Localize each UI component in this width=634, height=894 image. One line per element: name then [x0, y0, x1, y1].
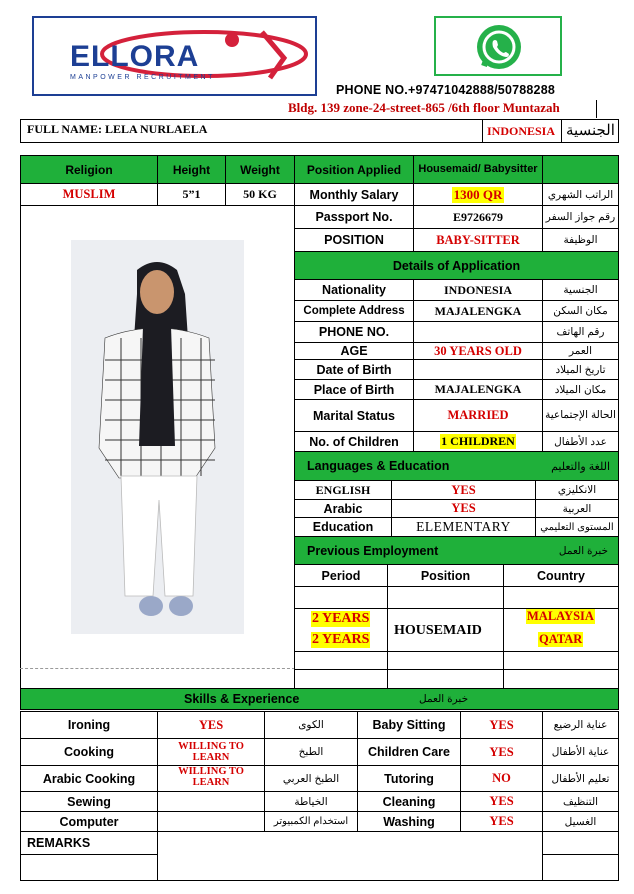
logo-text: ELLORA [70, 40, 200, 73]
salary-value-cell [413, 183, 543, 206]
photo-divider [20, 668, 295, 669]
height-header: Height [157, 155, 226, 184]
name-nationality: INDONESIA [482, 119, 562, 143]
skill-babysitting-value: YES [460, 711, 543, 739]
english-ar: الانكليزي [535, 480, 619, 500]
skill-sewing-value [157, 791, 265, 812]
details-section-title: Details of Application [294, 251, 619, 280]
skill-childrencare-value: YES [460, 738, 543, 766]
marital-label: Marital Status [294, 399, 414, 432]
candidate-photo [71, 240, 244, 634]
children-value-cell [413, 431, 543, 452]
skill-cooking-ar: الطبخ [264, 738, 358, 766]
pob-label: Place of Birth [294, 379, 414, 400]
education-value: ELEMENTARY [391, 517, 536, 537]
emp-period-2: 2 YEARS [312, 632, 370, 647]
english-value: YES [391, 480, 536, 500]
dob-value [413, 359, 543, 380]
skill-washing-label: Washing [357, 811, 461, 832]
salary-label: Monthly Salary [294, 183, 414, 206]
remarks-cell-2 [542, 831, 619, 855]
position-applied-value: Housemaid/ Babysitter [413, 155, 543, 184]
religion-header: Religion [20, 155, 158, 184]
arabic-ar: العربية [535, 499, 619, 518]
remarks-cell-3 [20, 854, 158, 881]
skill-babysitting-ar: عناية الرضيع [542, 711, 619, 739]
languages-title-ar: اللغة والتعليم [551, 460, 610, 473]
religion-value: MUSLIM [20, 183, 158, 206]
remarks-label: REMARKS [20, 831, 158, 855]
pob-value: MAJALENGKA [413, 379, 543, 400]
skill-sewing-label: Sewing [20, 791, 158, 812]
nationality-ar: الجنسية [542, 279, 619, 301]
age-ar: العمر [542, 342, 619, 360]
skill-cleaning-label: Cleaning [357, 791, 461, 812]
emp-blank-period [294, 586, 388, 609]
skill-tutoring-value: NO [460, 765, 543, 792]
address-value: MAJALENGKA [413, 300, 543, 322]
employment-section [294, 536, 619, 565]
phone-ar: رقم الهاتف [542, 321, 619, 343]
weight-header: Weight [225, 155, 295, 184]
skill-childrencare-label: Children Care [357, 738, 461, 766]
emp-blank-row2b [387, 651, 504, 670]
marital-ar: الحالة الإجتماعية [542, 399, 619, 432]
children-ar: عدد الأطفال [542, 431, 619, 452]
header-blank [542, 155, 619, 184]
skill-sewing-ar: الخياطة [264, 791, 358, 812]
emp-position-header: Position [387, 564, 504, 587]
dob-label: Date of Birth [294, 359, 414, 380]
remarks-cell-4 [542, 854, 619, 881]
age-label: AGE [294, 342, 414, 360]
skill-arabiccooking-label: Arabic Cooking [20, 765, 158, 792]
emp-country-2: QATAR [539, 632, 583, 646]
skill-cleaning-ar: التنظيف [542, 791, 619, 812]
skill-cooking-label: Cooking [20, 738, 158, 766]
emp-country-1: MALAYSIA [527, 609, 594, 623]
skill-cleaning-value: YES [460, 791, 543, 812]
employment-title-ar: خبرة العمل [558, 544, 608, 557]
marital-value: MARRIED [413, 399, 543, 432]
skill-babysitting-label: Baby Sitting [357, 711, 461, 739]
skill-computer-label: Computer [20, 811, 158, 832]
company-logo [32, 16, 317, 96]
skill-tutoring-label: Tutoring [357, 765, 461, 792]
whatsapp-badge [434, 16, 562, 76]
emp-blank-country [503, 586, 619, 609]
address-ar: مكان السكن [542, 300, 619, 322]
age-value: 30 YEARS OLD [413, 342, 543, 360]
phone-value [413, 321, 543, 343]
employment-title: Previous Employment [307, 543, 439, 558]
skill-ironing-value: YES [157, 711, 265, 739]
emp-blank-row3a [294, 669, 388, 689]
skill-computer-value [157, 811, 265, 832]
passport-ar: رقم جواز السفر [542, 205, 619, 229]
position-ar: الوظيفة [542, 228, 619, 252]
weight-value: 50 KG [225, 183, 295, 206]
period-header: Period [294, 564, 388, 587]
position-applied-header: Position Applied [294, 155, 414, 184]
passport-value: E9726679 [413, 205, 543, 229]
skill-washing-value: YES [460, 811, 543, 832]
skill-ironing-label: Ironing [20, 711, 158, 739]
english-label: ENGLISH [294, 480, 392, 500]
position-label: POSITION [294, 228, 414, 252]
person-figure [71, 240, 244, 634]
arabic-value: YES [391, 499, 536, 518]
skill-tutoring-ar: تعليم الأطفال [542, 765, 619, 792]
salary-value: 1300 QR [453, 186, 503, 202]
skill-arabiccooking-value: WILLING TO LEARN [157, 765, 265, 792]
skill-arabiccooking-ar: الطبخ العربي [264, 765, 358, 792]
languages-title: Languages & Education [307, 459, 450, 473]
children-label: No. of Children [294, 431, 414, 452]
whatsapp-icon [474, 22, 524, 72]
languages-section [294, 451, 619, 481]
children-value: 1 CHILDREN [441, 434, 515, 448]
education-ar: المستوى التعليمي [535, 517, 619, 537]
country-header: Country [503, 564, 619, 587]
arabic-label: Arabic [294, 499, 392, 518]
position-value: BABY-SITTER [413, 228, 543, 252]
remarks-cell-1 [157, 831, 543, 881]
skill-cooking-value: WILLING TO LEARN [157, 738, 265, 766]
phone-line: PHONE NO.+97471042888/50788288 [336, 83, 556, 97]
skills-title: Skills & Experience [184, 692, 300, 706]
height-value: 5”1 [157, 183, 226, 206]
emp-position: HOUSEMAID [394, 623, 482, 638]
salary-ar: الراتب الشهري [542, 183, 619, 206]
skill-computer-ar: استخدام الكمبيوتر [264, 811, 358, 832]
pob-ar: مكان الميلاد [542, 379, 619, 400]
full-name: FULL NAME: LELA NURLAELA [27, 122, 208, 136]
emp-blank-row2a [294, 651, 388, 670]
skills-title-ar: خبرة العمل [419, 693, 469, 705]
dob-ar: تاريخ الميلاد [542, 359, 619, 380]
passport-label: Passport No. [294, 205, 414, 229]
nationality-value: INDONESIA [413, 279, 543, 301]
address-line: Bldg. 139 zone-24-street-865 /6th floor Muntazah [288, 100, 560, 115]
emp-period-1: 2 YEARS [312, 611, 370, 626]
name-nationality-ar: الجنسية [566, 122, 615, 139]
skill-washing-ar: الغسيل [542, 811, 619, 832]
logo-subtitle: MANPOWER RECRUITMENT [70, 74, 215, 81]
education-label: Education [294, 517, 392, 537]
emp-blank-row3b [387, 669, 504, 689]
skills-section [20, 688, 619, 710]
emp-blank-position [387, 586, 504, 609]
skill-ironing-ar: الكوى [264, 711, 358, 739]
skill-childrencare-ar: عناية الأطفال [542, 738, 619, 766]
address-label: Complete Address [294, 300, 414, 322]
emp-blank-row3c [503, 669, 619, 689]
nationality-label: Nationality [294, 279, 414, 301]
emp-blank-row2c [503, 651, 619, 670]
phone-label: PHONE NO. [294, 321, 414, 343]
cursor-bar [596, 100, 597, 118]
